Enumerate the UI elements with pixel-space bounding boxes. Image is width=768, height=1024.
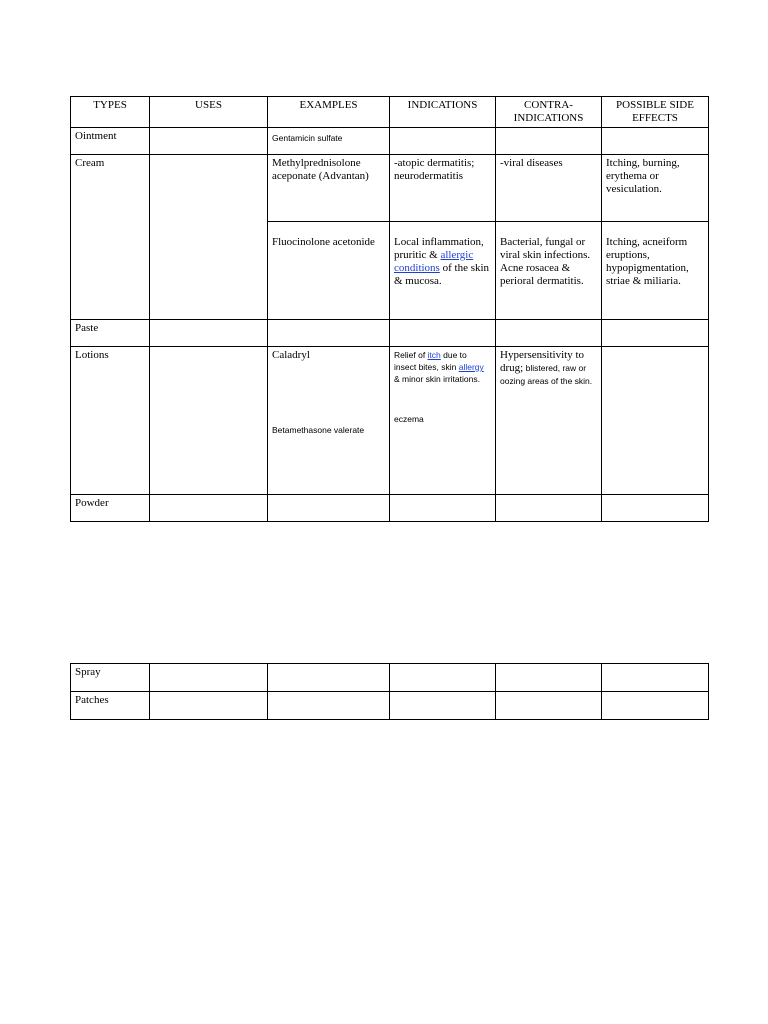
uses-cell: [150, 128, 268, 155]
side-effects-methylprednisolone: Itching, burning, erythema or vesiculation.: [602, 155, 709, 222]
side-effects-fluocinolone: Itching, acneiform eruptions, hypopigmentation, striae & miliaria.: [602, 222, 709, 320]
table-row-paste: [71, 320, 709, 347]
dermatological-forms-table: [70, 96, 709, 522]
contra-lotions: [496, 347, 602, 495]
contra-fluocinolone: Bacterial, fungal or viral skin infections. Acne rosacea & perioral dermatitis.: [496, 222, 602, 320]
indications-cell: [390, 495, 496, 522]
contra-cell: [496, 692, 602, 720]
type-powder: Powder: [71, 495, 150, 522]
uses-cell: [150, 155, 268, 320]
uses-cell: [150, 495, 268, 522]
example-gentamicin: Gentamicin sulfate: [268, 128, 390, 155]
table-row-cream: [71, 155, 709, 222]
table-row-lotions: [71, 347, 709, 495]
uses-cell: [150, 347, 268, 495]
type-lotions: Lotions: [71, 347, 150, 495]
example-cell: [268, 320, 390, 347]
indications-text: Local inflammation, pruritic &: [394, 236, 484, 261]
contra-cell: [496, 664, 602, 692]
contra-cell: [496, 320, 602, 347]
side-effects-cell: [602, 692, 709, 720]
example-fluocinolone: Fluocinolone acetonide: [268, 222, 390, 320]
table-row-powder: [71, 495, 709, 522]
side-effects-cell: [602, 320, 709, 347]
contra-blistered: blistered, raw or oozing areas of the skin.: [500, 363, 593, 386]
example-cell: [268, 692, 390, 720]
header-uses: USES: [150, 97, 268, 128]
uses-cell: [150, 664, 268, 692]
allergic-conditions-link[interactable]: allergic conditions: [394, 249, 474, 274]
contra-cell: [496, 495, 602, 522]
indications-cell: [390, 320, 496, 347]
type-patches: Patches: [71, 692, 150, 720]
example-methylprednisolone: Methylprednisolone aceponate (Advantan): [268, 155, 390, 222]
table-row-spray: [71, 664, 709, 692]
indications-fluocinolone: [390, 222, 496, 320]
indications-text: Relief of: [394, 350, 428, 360]
header-row: [71, 97, 709, 128]
dermatological-forms-table-continued: [70, 663, 709, 720]
contra-methylprednisolone: -viral diseases: [496, 155, 602, 222]
type-cream: Cream: [71, 155, 150, 320]
allergy-link[interactable]: allergy: [458, 362, 484, 372]
indications-lotions: [390, 347, 496, 495]
uses-cell: [150, 692, 268, 720]
example-cell: [268, 495, 390, 522]
type-paste: Paste: [71, 320, 150, 347]
indications-cell: [390, 692, 496, 720]
header-side-effects: POSSIBLE SIDE EFFECTS: [602, 97, 709, 128]
side-effects-cell: [602, 128, 709, 155]
contra-hypersensitivity: Hypersensitivity to drug;: [500, 349, 585, 374]
table-row-patches: [71, 692, 709, 720]
side-effects-cell: [602, 495, 709, 522]
example-caladryl: Caladryl: [272, 349, 310, 361]
indications-cell: [390, 664, 496, 692]
indications-betamethasone: eczema: [394, 414, 424, 424]
header-indications: INDICATIONS: [390, 97, 496, 128]
contra-cell: [496, 128, 602, 155]
type-ointment: Ointment: [71, 128, 150, 155]
header-contraindications: CONTRA- INDICATIONS: [496, 97, 602, 128]
indications-cell: [390, 128, 496, 155]
itch-link[interactable]: itch: [427, 350, 441, 360]
indications-text: & minor skin irritations.: [394, 374, 480, 384]
type-spray: Spray: [71, 664, 150, 692]
uses-cell: [150, 320, 268, 347]
indications-text: due to insect bites, skin: [394, 350, 467, 372]
indications-caladryl: [394, 349, 491, 385]
example-cell: [268, 664, 390, 692]
table-row-ointment: [71, 128, 709, 155]
examples-lotions: [268, 347, 390, 495]
header-types: TYPES: [71, 97, 150, 128]
example-betamethasone: Betamethasone valerate: [272, 425, 365, 435]
side-effects-cell: [602, 347, 709, 495]
indications-methylprednisolone: -atopic dermatitis; neurodermatitis: [390, 155, 496, 222]
header-examples: EXAMPLES: [268, 97, 390, 128]
indications-text: of the skin & mucosa.: [394, 262, 490, 287]
side-effects-cell: [602, 664, 709, 692]
